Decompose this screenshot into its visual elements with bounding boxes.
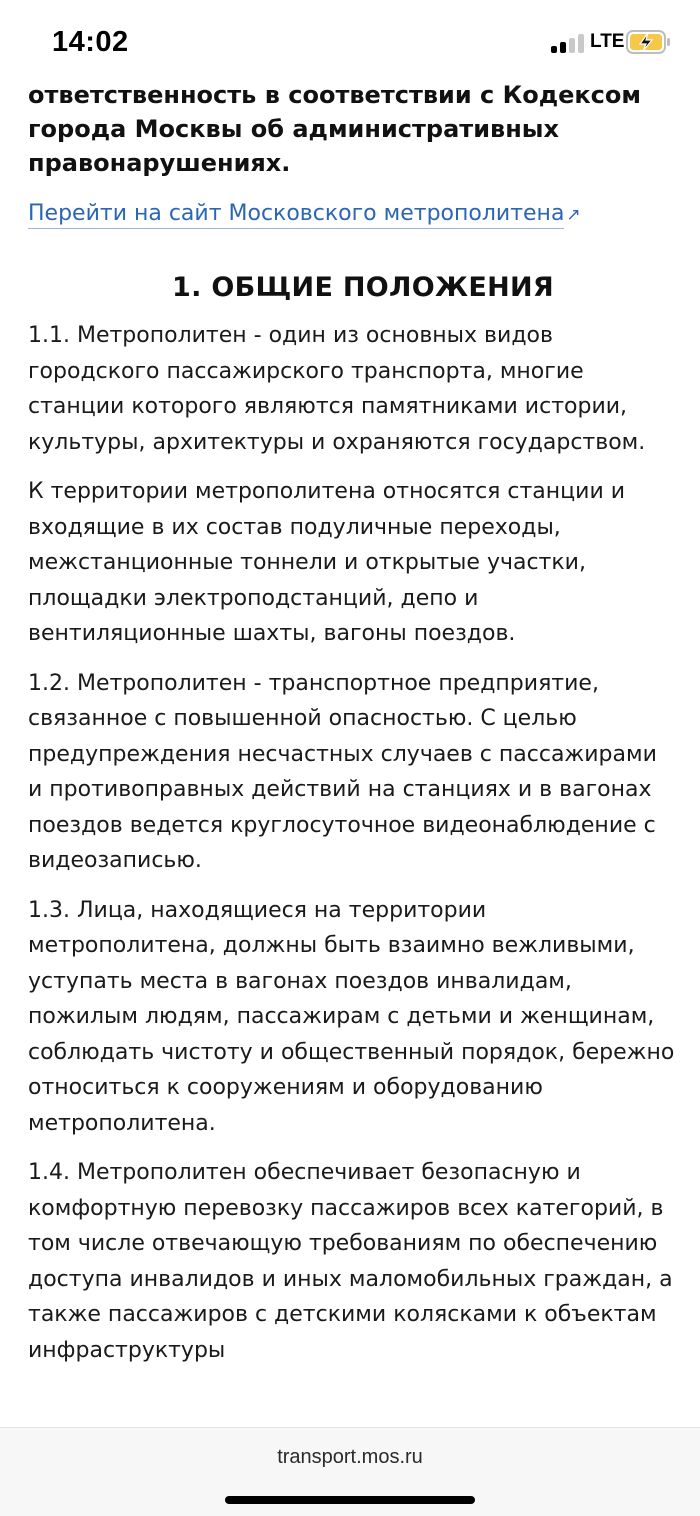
metro-site-link-label[interactable]: Перейти на сайт Московского метрополитена <box>28 201 564 229</box>
battery-charging-icon <box>626 30 672 54</box>
paragraph-1-1: 1.1. Метрополитен - один из основных видов городского пассажирского транспорта, многие станции которого являются памятниками истории, культуры, архитектуры и охраняются государством. <box>28 323 646 455</box>
cellular-signal-icon <box>551 33 585 53</box>
paragraph-1-2: 1.2. Метрополитен - транспортное предприятие, связанное с повышенной опасностью. С целью предупреждения несчастных случаев с пассажирами и противоправных действий на станциях и в вагонах поездов ведется круглосуточное видеонаблюдение с видеозаписью. <box>28 670 657 873</box>
address-domain[interactable]: transport.mos.ru <box>277 1446 423 1468</box>
intro-bold-text: ответственность в соответствии с Кодексом города Москвы об административных правонарушениях. <box>28 81 642 177</box>
status-bar <box>0 0 700 82</box>
section-title: 1. ОБЩИЕ ПОЛОЖЕНИЯ <box>171 272 554 303</box>
paragraph-territory: К территории метрополитена относятся станции и входящие в их состав подуличные переходы, межстанционные тоннели и открытые участки, площадки электроподстанций, депо и вентиляционные шахты, вагоны поездов. <box>28 479 626 646</box>
network-type-label: LTE <box>590 31 625 52</box>
article-content <box>28 78 676 1382</box>
external-link-icon: ↗ <box>566 205 581 225</box>
metro-site-link[interactable] <box>28 199 676 230</box>
home-indicator[interactable] <box>225 1496 475 1504</box>
paragraph-1-4: 1.4. Метрополитен обеспечивает безопасную и комфортную перевозку пассажиров всех категорий, в том числе отвечающую требованиям по обеспечению доступа инвалидов и иных маломобильных граждан, а также пассажиров с детскими колясками к объектам инфраструктуры <box>28 1160 673 1363</box>
status-time: 14:02 <box>52 26 129 58</box>
paragraph-1-3: 1.3. Лица, находящиеся на территории метрополитена, должны быть взаимно вежливыми, уступать места в вагонах поездов инвалидам, пожилым людям, пассажирам с детьми и женщинам, соблюдать чистоту и общественный порядок, бережно относиться к сооружениям и оборудованию метрополитена. <box>28 897 675 1136</box>
browser-address-bar[interactable] <box>0 1427 700 1516</box>
